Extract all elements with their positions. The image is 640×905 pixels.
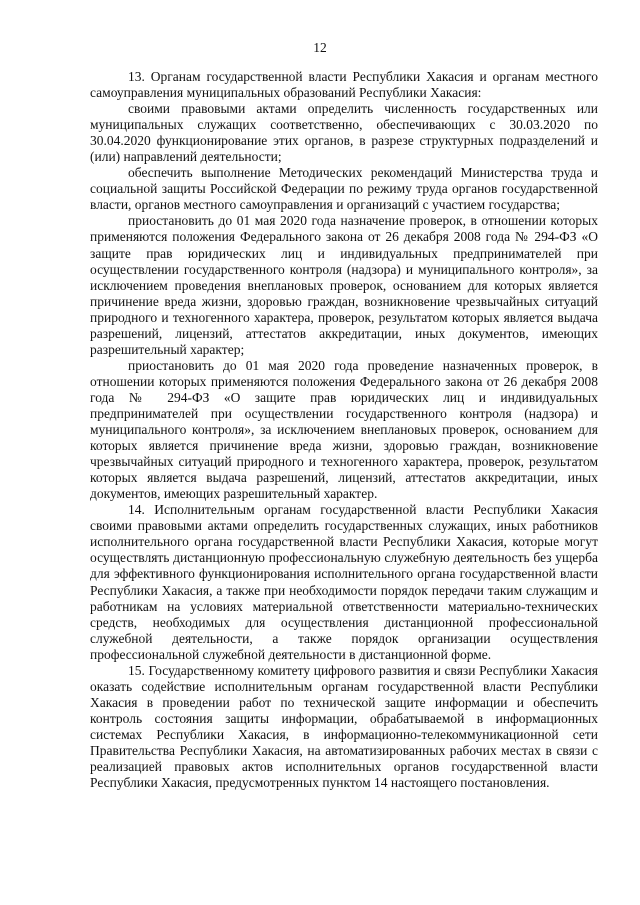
paragraph-13-suspend-scheduling-inspections: приостановить до 01 мая 2020 года назначение проверок, в отношении которых применяются положения Федерального закона от 26 декабря 2008 года № 294-ФЗ «О защите прав юридических лиц и индивидуальных предпринимателей при осуществлении государственного контроля (надзора) и муниципального контроля», за исключением проведения внеплановых проверок, основанием для которых является причинение вреда жизни, здоровью граждан, возникновение чрезвычайных ситуаций природного и техногенного характера, проверок, результатом которых является выдача разрешений, лицензий, аттестатов аккредитации, иных документов, имеющих разрешительный характер;: [90, 213, 598, 357]
paragraph-13-intro: 13. Органам государственной власти Республики Хакасия и органам местного самоуправления муниципальных образований Республики Хакасия:: [90, 69, 598, 101]
page-number: 12: [313, 40, 327, 55]
document-body: [90, 69, 598, 791]
paragraph-13-methodical-recommendations: обеспечить выполнение Методических рекомендаций Министерства труда и социальной защиты Российской Федерации по режиму труда органов государственной власти, органов местного самоуправления и организаций с участием государства;: [90, 165, 598, 213]
paragraph-15-information-security: 15. Государственному комитету цифрового развития и связи Республики Хакасия оказать содействие исполнительным органам государственной власти Республики Хакасия в проведении работ по технической защите информации и обеспечить контроль состояния защиты информации, обрабатываемой в информационных системах Республики Хакасия, в информационно-телекоммуникационной сети Правительства Республики Хакасия, на автоматизированных рабочих местах в связи с реализацией правовых актов исполнительных органов государственной власти Республики Хакасия, предусмотренных пунктом 14 настоящего постановления.: [90, 662, 598, 791]
paragraph-13-suspend-scheduled-inspections: приостановить до 01 мая 2020 года проведение назначенных проверок, в отношении которых применяются положения Федерального закона от 26 декабря 2008 года № 294-ФЗ «О защите прав юридических лиц и индивидуальных предпринимателей при осуществлении государственного контроля (надзора) и муниципального контроля», за исключением внеплановых проверок, основанием для которых является причинение вреда жизни, здоровью граждан, возникновение чрезвычайных ситуаций природного и техногенного характера, проверок, результатом которых является выдача разрешений, лицензий, аттестатов аккредитации, иных документов, имеющих разрешительный характер.: [90, 357, 598, 502]
paragraph-14-remote-work: 14. Исполнительным органам государственной власти Республики Хакасия своими правовыми актами определить государственных служащих, иных работников исполнительного органа государственной власти Республики Хакасия, которые могут осуществлять дистанционную профессиональную служебную деятельность без ущерба для эффективного функционирования исполнительного органа государственной власти Республики Хакасия, а также при необходимости порядок передачи таким служащим и работникам на условиях материальной ответственности материально-технических средств, необходимых для осуществления дистанционной профессиональной служебной деятельности, а также порядок организации осуществления профессиональной служебной деятельности в дистанционной форме.: [90, 502, 598, 662]
paragraph-13-staffing: своими правовыми актами определить численность государственных или муниципальных служащих соответственно, обеспечивающих с 30.03.2020 по 30.04.2020 функционирование этих органов, в разрезе структурных подразделений и (или) направлений деятельности;: [90, 101, 598, 165]
